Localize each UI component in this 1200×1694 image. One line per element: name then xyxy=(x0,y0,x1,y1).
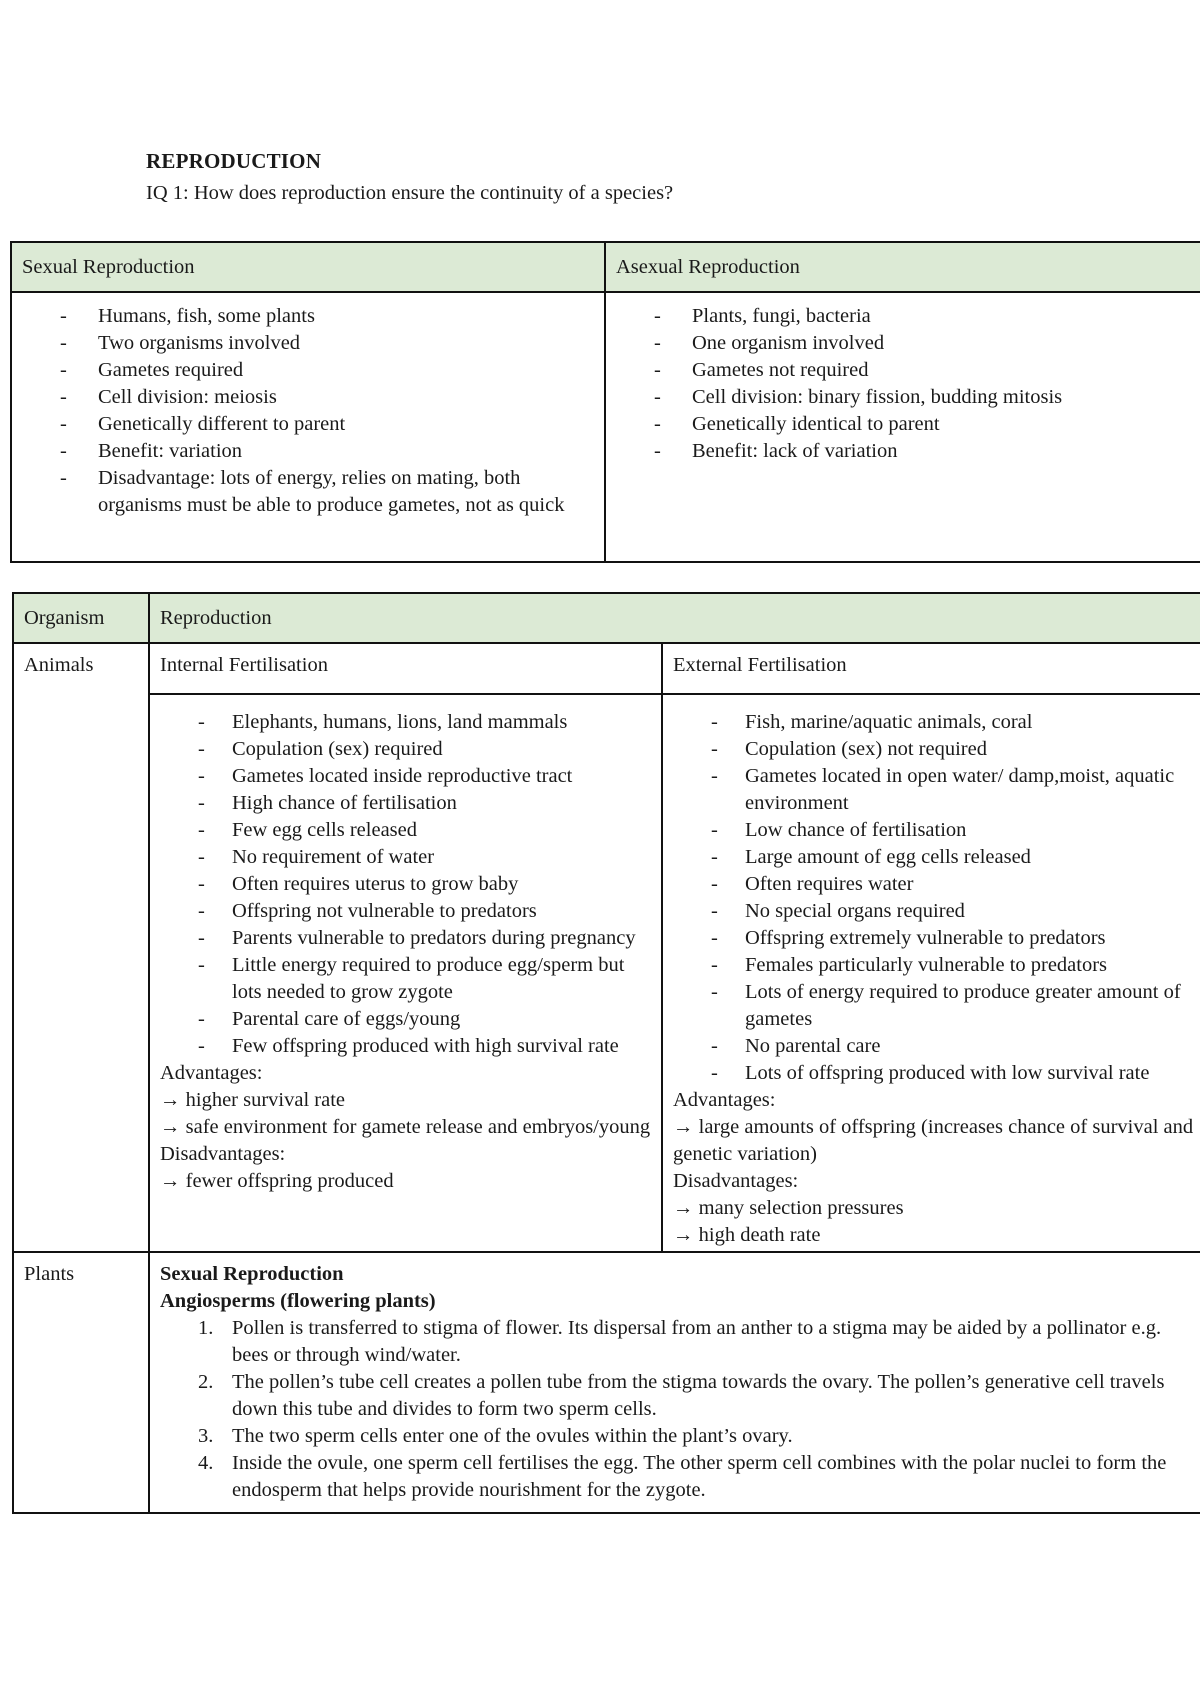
step-item xyxy=(160,1450,1192,1504)
external-fertilisation-header: External Fertilisation xyxy=(662,643,1200,694)
list-item: - Disadvantage: lots of energy, relies on mating, both organisms must be able to produce gametes, not as quick xyxy=(12,465,596,519)
page-title: REPRODUCTION xyxy=(146,149,322,173)
disadvantages-label: Disadvantages: xyxy=(160,1143,286,1165)
organism-table xyxy=(12,592,1200,1514)
list-item: - Genetically different to parent xyxy=(12,411,596,438)
internal-fertilisation-cell xyxy=(149,694,662,1252)
list-item: - Copulation (sex) not required xyxy=(673,736,1194,763)
list-item: - No special organs required xyxy=(673,898,1194,925)
step-item xyxy=(160,1369,1192,1423)
list-item: - Two organisms involved xyxy=(12,330,596,357)
plants-steps xyxy=(160,1315,1192,1504)
asexual-list xyxy=(606,303,1192,465)
list-item: - Low chance of fertilisation xyxy=(673,817,1194,844)
list-item: - Females particularly vulnerable to predators xyxy=(673,952,1194,979)
sexual-cell xyxy=(11,292,605,562)
list-item: - Large amount of egg cells released xyxy=(673,844,1194,871)
list-item: - Cell division: binary fission, budding mitosis xyxy=(606,384,1192,411)
step-number: 1. xyxy=(198,1317,214,1339)
sexual-asexual-table xyxy=(10,241,1200,563)
list-item: - Fish, marine/aquatic animals, coral xyxy=(673,709,1194,736)
list-item: - Humans, fish, some plants xyxy=(12,303,596,330)
list-item: - High chance of fertilisation xyxy=(160,790,655,817)
step-text: Inside the ovule, one sperm cell fertilises the egg. The other sperm cell combines with the polar nuclei to form the endosperm that helps provide nourishment for the zygote. xyxy=(232,1452,1167,1501)
list-item: - Plants, fungi, bacteria xyxy=(606,303,1192,330)
internal-fertilisation-header: Internal Fertilisation xyxy=(149,643,662,694)
inquiry-question: IQ 1: How does reproduction ensure the continuity of a species? xyxy=(146,182,674,204)
step-item xyxy=(160,1423,1192,1450)
plants-subheading: Angiosperms (flowering plants) xyxy=(160,1290,436,1312)
list-item: - No parental care xyxy=(673,1033,1194,1060)
list-item: - Gametes located in open water/ damp,moist, aquatic environment xyxy=(673,763,1194,817)
internal-list xyxy=(160,709,655,1060)
list-item: - Often requires water xyxy=(673,871,1194,898)
external-fertilisation-cell xyxy=(662,694,1200,1252)
advantages-label: Advantages: xyxy=(673,1089,776,1111)
plants-cell xyxy=(149,1252,1200,1513)
advantage-line: → higher survival rate xyxy=(160,1089,346,1111)
list-item: - Often requires uterus to grow baby xyxy=(160,871,655,898)
step-text: Pollen is transferred to stigma of flower. Its dispersal from an anther to a stigma may be aided by a pollinator e.g. bees or through wind/water. xyxy=(232,1317,1162,1366)
step-text: The pollen’s tube cell creates a pollen tube from the stigma towards the ovary. The pollen’s generative cell travels down this tube and divides to form two sperm cells. xyxy=(232,1371,1165,1420)
list-item: - Copulation (sex) required xyxy=(160,736,655,763)
list-item: - Gametes required xyxy=(12,357,596,384)
list-item: - Genetically identical to parent xyxy=(606,411,1192,438)
list-item: - Little energy required to produce egg/sperm but lots needed to grow zygote xyxy=(160,952,655,1006)
list-item: - No requirement of water xyxy=(160,844,655,871)
list-item: - Cell division: meiosis xyxy=(12,384,596,411)
list-item: - Offspring not vulnerable to predators xyxy=(160,898,655,925)
step-item xyxy=(160,1315,1192,1369)
animals-label: Animals xyxy=(13,643,149,1252)
step-text: The two sperm cells enter one of the ovules within the plant’s ovary. xyxy=(232,1425,793,1447)
list-item: - Lots of offspring produced with low survival rate xyxy=(673,1060,1194,1087)
advantage-line: → large amounts of offspring (increases chance of survival and genetic variation) xyxy=(673,1116,1194,1165)
external-list xyxy=(673,709,1194,1087)
list-item: - Benefit: variation xyxy=(12,438,596,465)
disadvantage-line: → many selection pressures xyxy=(673,1197,904,1219)
organism-header: Organism xyxy=(13,593,149,643)
reproduction-header: Reproduction xyxy=(149,593,1200,643)
sexual-list xyxy=(12,303,596,519)
plants-label: Plants xyxy=(13,1252,149,1513)
list-item: - Few offspring produced with high survival rate xyxy=(160,1033,655,1060)
step-number: 2. xyxy=(198,1371,214,1393)
sexual-header: Sexual Reproduction xyxy=(11,242,605,292)
disadvantage-line: → high death rate xyxy=(673,1224,821,1246)
disadvantage-line: → fewer offspring produced xyxy=(160,1170,394,1192)
asexual-cell xyxy=(605,292,1200,562)
advantages-label: Advantages: xyxy=(160,1062,263,1084)
plants-heading: Sexual Reproduction xyxy=(160,1263,344,1285)
disadvantages-label: Disadvantages: xyxy=(673,1170,799,1192)
advantage-line: → safe environment for gamete release and embryos/young xyxy=(160,1116,651,1138)
asexual-header: Asexual Reproduction xyxy=(605,242,1200,292)
list-item: - One organism involved xyxy=(606,330,1192,357)
list-item: - Parental care of eggs/young xyxy=(160,1006,655,1033)
step-number: 4. xyxy=(198,1452,214,1474)
step-number: 3. xyxy=(198,1425,214,1447)
list-item: - Few egg cells released xyxy=(160,817,655,844)
list-item: - Gametes not required xyxy=(606,357,1192,384)
list-item: - Benefit: lack of variation xyxy=(606,438,1192,465)
list-item: - Parents vulnerable to predators during pregnancy xyxy=(160,925,655,952)
list-item: - Lots of energy required to produce greater amount of gametes xyxy=(673,979,1194,1033)
list-item: - Offspring extremely vulnerable to predators xyxy=(673,925,1194,952)
list-item: - Gametes located inside reproductive tract xyxy=(160,763,655,790)
list-item: - Elephants, humans, lions, land mammals xyxy=(160,709,655,736)
